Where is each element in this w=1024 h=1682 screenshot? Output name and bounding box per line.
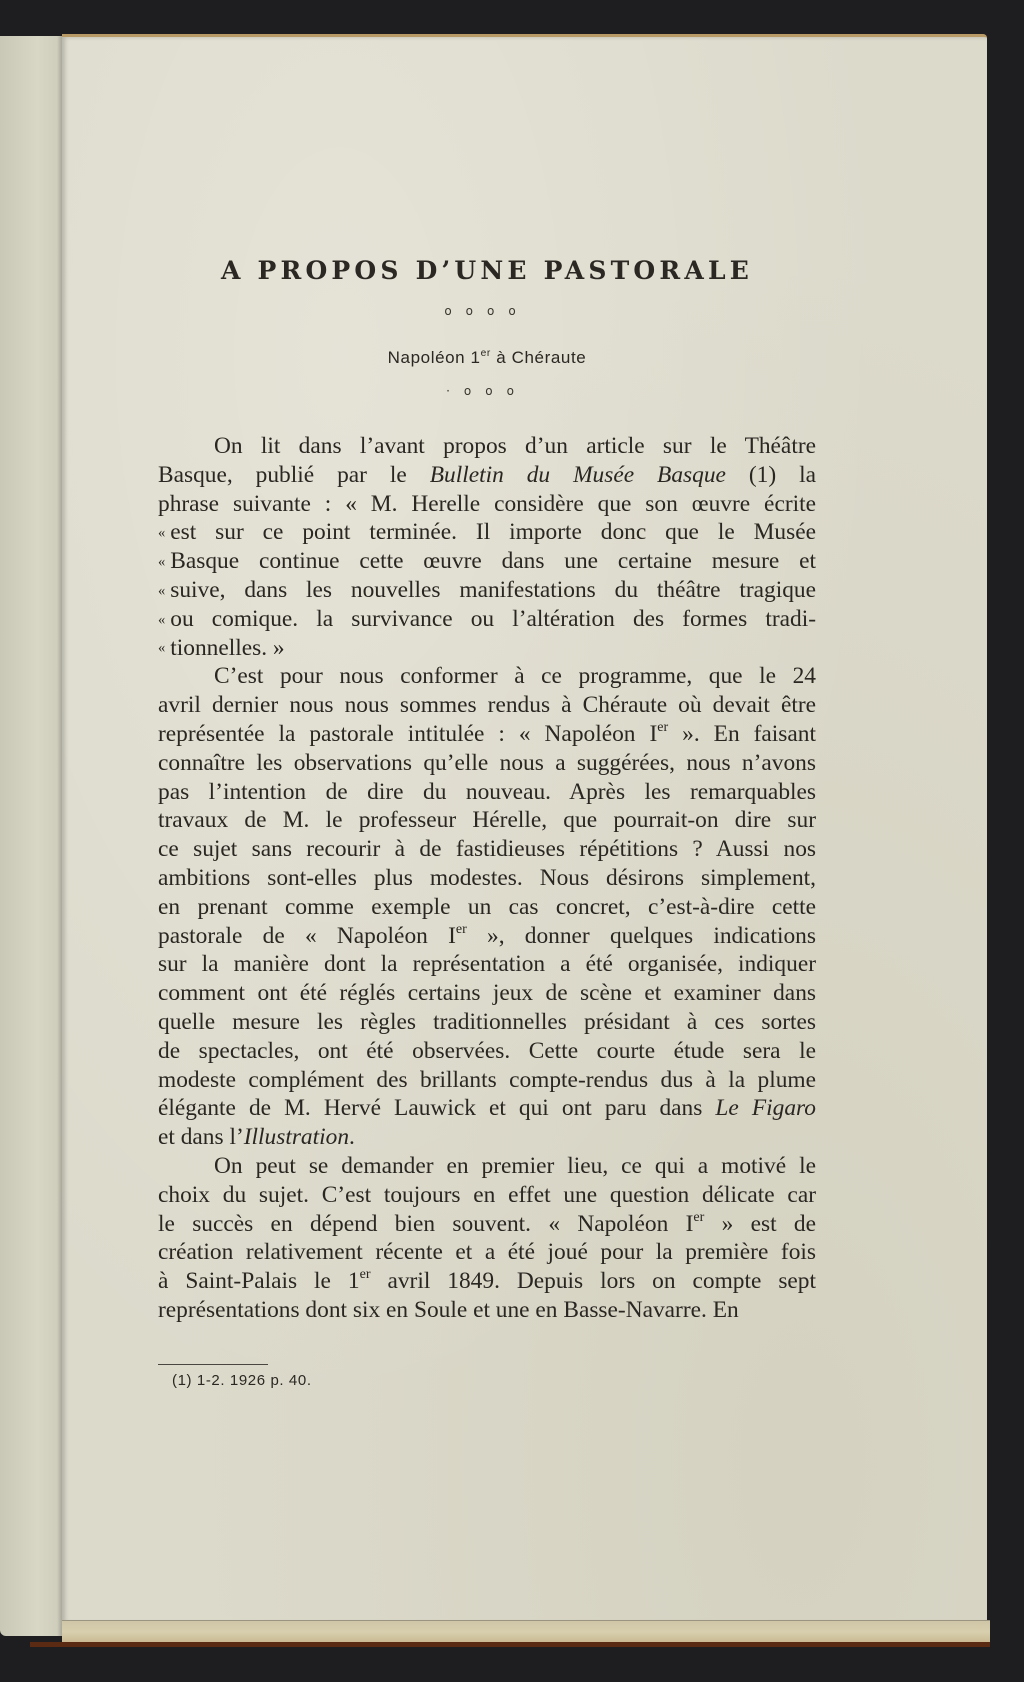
text-line bbox=[158, 1238, 816, 1267]
text-line bbox=[158, 749, 816, 778]
superscript: er bbox=[657, 719, 669, 736]
text-line bbox=[158, 1066, 816, 1095]
line-text: choix du sujet. C’est toujours en effet une question délicate car bbox=[158, 1181, 816, 1208]
line-text: avril dernier nous nous sommes rendus à Chéraute où devait être bbox=[158, 692, 816, 719]
italic-title: Le Figaro bbox=[715, 1095, 816, 1122]
line-text: quelle mesure les règles traditionnelles présidant à ces sortes bbox=[158, 1008, 816, 1035]
line-text: Basque continue cette œuvre dans une certaine mesure et bbox=[170, 548, 816, 575]
text-line bbox=[158, 835, 816, 864]
article-body bbox=[158, 432, 816, 1325]
text-line bbox=[158, 662, 816, 691]
line-text: et dans l’ bbox=[158, 1124, 244, 1151]
quote-mark: « bbox=[158, 525, 165, 542]
line-text: comment ont été réglés certains jeux de scène et examiner dans bbox=[158, 980, 816, 1007]
superscript: er bbox=[693, 1208, 705, 1225]
line-text: travaux de M. le professeur Hérelle, que pourrait-on dire sur bbox=[158, 807, 816, 834]
text-line bbox=[158, 691, 816, 720]
line-text: élégante de M. Hervé Lauwick et qui ont paru dans bbox=[158, 1095, 716, 1122]
paragraph bbox=[158, 1152, 816, 1325]
line-text: On lit dans l’avant propos d’un article sur le Théâtre bbox=[214, 433, 816, 459]
footnote: (1) 1-2. 1926 p. 40. bbox=[172, 1372, 312, 1389]
text-line bbox=[158, 950, 816, 979]
text-line bbox=[158, 1008, 816, 1037]
text-line bbox=[158, 1152, 816, 1181]
line-text-end: ». En faisant bbox=[668, 720, 816, 747]
line-text: de spectacles, ont été observées. Cette courte étude sera le bbox=[158, 1037, 816, 1064]
text-line bbox=[158, 720, 816, 749]
ornament-divider-bottom: ·ooo bbox=[446, 384, 528, 398]
ornament-divider-top: oooo bbox=[444, 304, 530, 318]
quote-mark: « bbox=[158, 611, 165, 628]
line-text: C’est pour nous conformer à ce programme, que le 24 bbox=[214, 663, 816, 690]
text-line bbox=[158, 1037, 816, 1066]
line-text: ou comique. la survivance ou l’altération des formes tradi- bbox=[170, 605, 816, 632]
text-line bbox=[158, 490, 816, 519]
text-line bbox=[158, 1094, 816, 1123]
text-line bbox=[158, 1267, 816, 1296]
text-line bbox=[158, 634, 816, 663]
line-text-end: avril 1849. Depuis lors on compte sept bbox=[370, 1268, 816, 1295]
line-text: représentée la pastorale intitulée : « Napoléon I bbox=[158, 720, 658, 747]
quote-mark: « bbox=[158, 554, 165, 571]
text-line bbox=[158, 461, 816, 490]
subtitle-text-end: à Chéraute bbox=[490, 348, 587, 367]
text-line bbox=[158, 778, 816, 807]
page-bottom-stain bbox=[30, 1642, 990, 1647]
line-text: suive, dans les nouvelles manifestations du théâtre tragique bbox=[170, 576, 816, 603]
text-line bbox=[158, 979, 816, 1008]
text-line bbox=[158, 806, 816, 835]
footnote-rule bbox=[158, 1364, 268, 1365]
italic-title: Illustration bbox=[243, 1124, 350, 1151]
superscript: er bbox=[359, 1266, 371, 1283]
line-text: en prenant comme exemple un cas concret, c’est-à-dire cette bbox=[158, 893, 816, 920]
line-text: connaître les observations qu’elle nous a suggérées, nous n’avons bbox=[158, 749, 816, 776]
line-text: sur la manière dont la représentation a été organisée, indiquer bbox=[158, 951, 816, 978]
line-text-end: », donner quelques indications bbox=[466, 922, 816, 949]
paragraph bbox=[158, 432, 816, 662]
line-text: le succès en dépend bien souvent. « Napoléon I bbox=[158, 1210, 694, 1237]
italic-title: Bulletin du Musée Basque bbox=[429, 461, 726, 488]
line-text: est sur ce point terminée. Il importe donc que le Musée bbox=[170, 519, 816, 546]
text-line bbox=[158, 1210, 816, 1239]
line-text-end: . bbox=[349, 1124, 355, 1151]
text-line bbox=[158, 547, 816, 576]
line-text: phrase suivante : « M. Herelle considère que son œuvre écrite bbox=[158, 490, 816, 517]
line-text: On peut se demander en premier lieu, ce qui a motivé le bbox=[214, 1152, 816, 1179]
text-line bbox=[158, 1181, 816, 1210]
line-text: ambitions sont-elles plus modestes. Nous désirons simplement, bbox=[158, 864, 816, 891]
text-line bbox=[158, 893, 816, 922]
text-line bbox=[158, 922, 816, 951]
superscript: er bbox=[455, 920, 467, 937]
facing-page-edge bbox=[0, 36, 62, 1636]
line-text-end: » est de bbox=[704, 1210, 816, 1237]
text-line bbox=[158, 432, 816, 461]
line-text: pastorale de « Napoléon I bbox=[158, 922, 456, 949]
text-line bbox=[158, 576, 816, 605]
text-line bbox=[158, 1296, 816, 1325]
line-text: pas l’intention de dire du nouveau. Après les remarquables bbox=[158, 778, 816, 805]
line-text: Basque, publié par le bbox=[158, 461, 430, 488]
line-text: création relativement récente et a été joué pour la première fois bbox=[158, 1239, 816, 1266]
text-line bbox=[158, 605, 816, 634]
subtitle-superscript: er bbox=[480, 347, 491, 359]
text-line bbox=[158, 864, 816, 893]
line-text-end: (1) la bbox=[725, 461, 816, 488]
quote-mark: « bbox=[158, 582, 165, 599]
line-text: modeste complément des brillants compte-rendus dus à la plume bbox=[158, 1066, 816, 1093]
text-line bbox=[158, 518, 816, 547]
line-text: tionnelles. » bbox=[170, 634, 285, 661]
article-title: A PROPOS D’UNE PASTORALE bbox=[220, 256, 753, 285]
paragraph bbox=[158, 662, 816, 1152]
line-text: ce sujet sans recourir à de fastidieuses répétitions ? Aussi nos bbox=[158, 836, 816, 863]
page-bottom-edge bbox=[62, 1620, 990, 1643]
text-line bbox=[158, 1123, 816, 1152]
line-text: à Saint-Palais le 1 bbox=[158, 1268, 360, 1295]
line-text: représentations dont six en Soule et une en Basse-Navarre. En bbox=[158, 1296, 739, 1323]
subtitle-text: Napoléon 1 bbox=[387, 348, 481, 367]
article-subtitle bbox=[158, 348, 816, 368]
quote-mark: « bbox=[158, 640, 165, 657]
